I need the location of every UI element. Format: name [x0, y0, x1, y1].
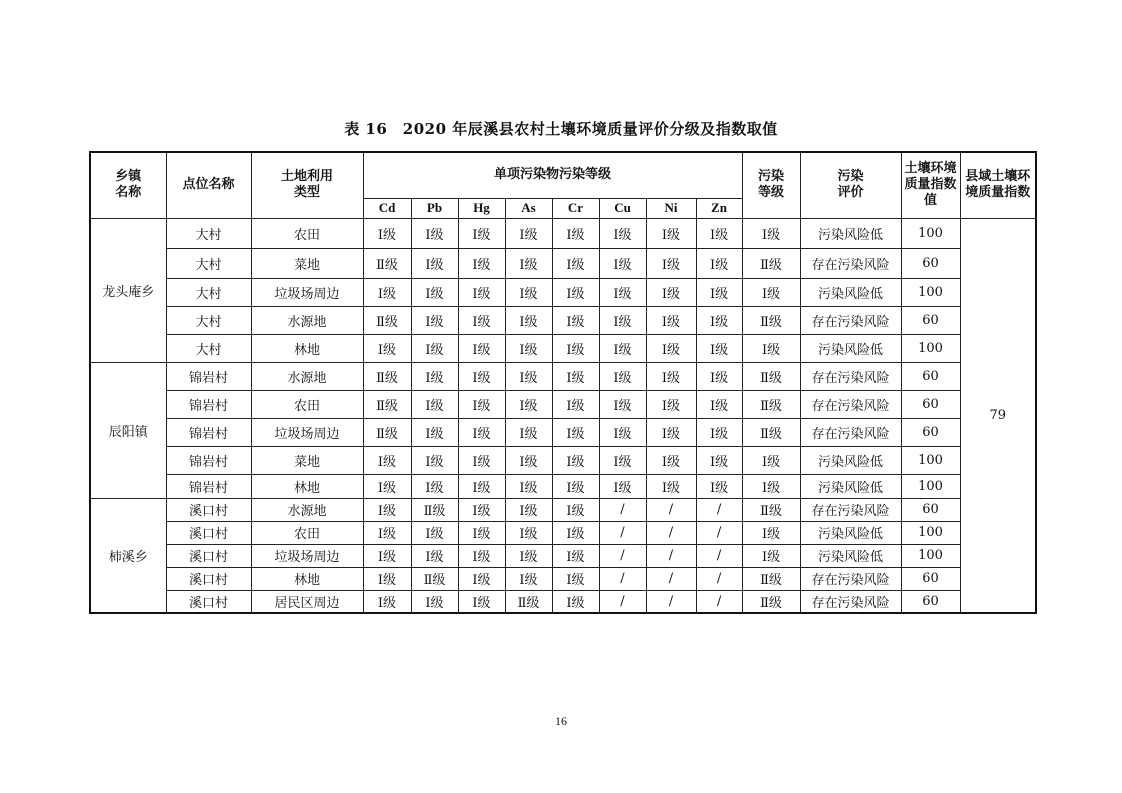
element-grade-cell: Ⅰ级 — [458, 390, 505, 418]
header-index: 土壤环境质量指数值 — [901, 152, 960, 218]
element-grade-cell: Ⅰ级 — [599, 218, 646, 248]
element-grade-cell: Ⅰ级 — [505, 446, 552, 474]
element-grade-cell: Ⅰ级 — [458, 521, 505, 544]
site-cell: 锦岩村 — [166, 474, 251, 498]
element-grade-cell: Ⅰ级 — [646, 278, 696, 306]
site-cell: 锦岩村 — [166, 362, 251, 390]
element-grade-cell: Ⅰ级 — [552, 474, 599, 498]
element-grade-cell: Ⅰ级 — [505, 362, 552, 390]
grade-cell: Ⅱ级 — [742, 306, 800, 334]
header-element: Hg — [458, 198, 505, 218]
eval-cell: 污染风险低 — [800, 474, 901, 498]
element-grade-cell: Ⅰ级 — [363, 334, 411, 362]
table-row — [90, 567, 1036, 590]
element-grade-cell: / — [696, 498, 742, 521]
table-row — [90, 278, 1036, 306]
landuse-cell: 水源地 — [251, 306, 363, 334]
element-grade-cell: / — [599, 498, 646, 521]
element-grade-cell: / — [646, 590, 696, 613]
element-grade-cell: Ⅰ级 — [411, 418, 458, 446]
element-grade-cell: Ⅰ级 — [696, 218, 742, 248]
index-cell: 60 — [901, 362, 960, 390]
index-cell: 100 — [901, 521, 960, 544]
index-cell: 100 — [901, 278, 960, 306]
element-grade-cell: Ⅱ级 — [363, 362, 411, 390]
element-grade-cell: Ⅰ级 — [411, 544, 458, 567]
landuse-cell: 垃圾场周边 — [251, 544, 363, 567]
index-cell: 60 — [901, 567, 960, 590]
element-grade-cell: / — [646, 521, 696, 544]
site-cell: 大村 — [166, 248, 251, 278]
landuse-cell: 林地 — [251, 334, 363, 362]
header-element: Cr — [552, 198, 599, 218]
eval-cell: 污染风险低 — [800, 446, 901, 474]
landuse-cell: 农田 — [251, 218, 363, 248]
element-grade-cell: Ⅰ级 — [458, 362, 505, 390]
landuse-cell: 水源地 — [251, 498, 363, 521]
element-grade-cell: Ⅰ级 — [458, 278, 505, 306]
landuse-cell: 居民区周边 — [251, 590, 363, 613]
landuse-cell: 垃圾场周边 — [251, 418, 363, 446]
element-grade-cell: Ⅰ级 — [505, 418, 552, 446]
element-grade-cell: Ⅰ级 — [646, 446, 696, 474]
site-cell: 锦岩村 — [166, 446, 251, 474]
grade-cell: Ⅱ级 — [742, 390, 800, 418]
element-grade-cell: Ⅰ级 — [458, 590, 505, 613]
element-grade-cell: / — [599, 544, 646, 567]
element-grade-cell: Ⅰ级 — [696, 418, 742, 446]
element-grade-cell: Ⅰ级 — [458, 446, 505, 474]
element-grade-cell: Ⅰ级 — [505, 278, 552, 306]
element-grade-cell: Ⅰ级 — [552, 544, 599, 567]
eval-cell: 污染风险低 — [800, 334, 901, 362]
site-cell: 溪口村 — [166, 521, 251, 544]
table-row — [90, 248, 1036, 278]
element-grade-cell: Ⅰ级 — [696, 446, 742, 474]
element-grade-cell: Ⅰ级 — [646, 334, 696, 362]
element-grade-cell: Ⅰ级 — [458, 248, 505, 278]
element-grade-cell: / — [646, 567, 696, 590]
index-cell: 100 — [901, 218, 960, 248]
element-grade-cell: / — [696, 521, 742, 544]
element-grade-cell: Ⅰ级 — [552, 362, 599, 390]
index-cell: 60 — [901, 590, 960, 613]
element-grade-cell: Ⅰ级 — [552, 334, 599, 362]
element-grade-cell: Ⅰ级 — [411, 446, 458, 474]
element-grade-cell: Ⅰ级 — [599, 248, 646, 278]
header-element: Cu — [599, 198, 646, 218]
element-grade-cell: Ⅰ级 — [458, 218, 505, 248]
element-grade-cell: Ⅰ级 — [646, 218, 696, 248]
element-grade-cell: / — [696, 544, 742, 567]
element-grade-cell: Ⅰ级 — [552, 278, 599, 306]
element-grade-cell: Ⅰ级 — [363, 218, 411, 248]
element-grade-cell: Ⅰ级 — [505, 474, 552, 498]
eval-cell: 污染风险低 — [800, 544, 901, 567]
landuse-cell: 林地 — [251, 474, 363, 498]
site-cell: 溪口村 — [166, 590, 251, 613]
element-grade-cell: Ⅰ级 — [458, 418, 505, 446]
element-grade-cell: Ⅰ级 — [696, 362, 742, 390]
element-grade-cell: Ⅰ级 — [411, 590, 458, 613]
site-cell: 溪口村 — [166, 544, 251, 567]
element-grade-cell: Ⅰ级 — [646, 390, 696, 418]
header-single-pollutant: 单项污染物污染等级 — [363, 152, 742, 198]
element-grade-cell: Ⅰ级 — [599, 446, 646, 474]
element-grade-cell: / — [696, 590, 742, 613]
element-grade-cell: Ⅰ级 — [646, 306, 696, 334]
element-grade-cell: Ⅰ级 — [411, 390, 458, 418]
element-grade-cell: Ⅰ级 — [411, 218, 458, 248]
element-grade-cell: Ⅰ级 — [411, 362, 458, 390]
header-eval: 污染评价 — [800, 152, 901, 218]
element-grade-cell: Ⅰ级 — [411, 306, 458, 334]
eval-cell: 存在污染风险 — [800, 362, 901, 390]
element-grade-cell: Ⅰ级 — [458, 306, 505, 334]
element-grade-cell: Ⅱ级 — [411, 498, 458, 521]
element-grade-cell: Ⅱ级 — [363, 306, 411, 334]
header-grade: 污染等级 — [742, 152, 800, 218]
grade-cell: Ⅰ级 — [742, 334, 800, 362]
grade-cell: Ⅰ级 — [742, 446, 800, 474]
element-grade-cell: Ⅰ级 — [411, 474, 458, 498]
index-cell: 60 — [901, 498, 960, 521]
element-grade-cell: Ⅰ级 — [458, 474, 505, 498]
eval-cell: 污染风险低 — [800, 521, 901, 544]
eval-cell: 污染风险低 — [800, 218, 901, 248]
element-grade-cell: / — [599, 521, 646, 544]
eval-cell: 存在污染风险 — [800, 498, 901, 521]
element-grade-cell: Ⅰ级 — [458, 334, 505, 362]
site-cell: 大村 — [166, 334, 251, 362]
element-grade-cell: Ⅰ级 — [363, 474, 411, 498]
table-row — [90, 521, 1036, 544]
index-cell: 60 — [901, 248, 960, 278]
element-grade-cell: Ⅰ级 — [599, 474, 646, 498]
element-grade-cell: Ⅰ级 — [599, 362, 646, 390]
page-number: 16 — [555, 714, 567, 728]
element-grade-cell: Ⅰ级 — [458, 567, 505, 590]
eval-cell: 污染风险低 — [800, 278, 901, 306]
element-grade-cell: / — [646, 498, 696, 521]
element-grade-cell: Ⅰ级 — [552, 418, 599, 446]
index-cell: 60 — [901, 306, 960, 334]
element-grade-cell: Ⅰ级 — [696, 474, 742, 498]
element-grade-cell: Ⅰ级 — [505, 544, 552, 567]
header-element: Cd — [363, 198, 411, 218]
element-grade-cell: / — [599, 567, 646, 590]
landuse-cell: 农田 — [251, 390, 363, 418]
header-landuse: 土地利用类型 — [251, 152, 363, 218]
element-grade-cell: Ⅰ级 — [552, 248, 599, 278]
header-element: Ni — [646, 198, 696, 218]
element-grade-cell: Ⅰ级 — [363, 544, 411, 567]
element-grade-cell: Ⅰ级 — [599, 306, 646, 334]
element-grade-cell: Ⅱ级 — [411, 567, 458, 590]
element-grade-cell: Ⅱ级 — [505, 590, 552, 613]
landuse-cell: 菜地 — [251, 248, 363, 278]
element-grade-cell: Ⅰ级 — [599, 278, 646, 306]
grade-cell: Ⅱ级 — [742, 498, 800, 521]
eval-cell: 存在污染风险 — [800, 418, 901, 446]
eval-cell: 存在污染风险 — [800, 590, 901, 613]
table-row — [90, 306, 1036, 334]
grade-cell: Ⅰ级 — [742, 544, 800, 567]
element-grade-cell: Ⅰ级 — [646, 248, 696, 278]
element-grade-cell: Ⅰ级 — [552, 590, 599, 613]
element-grade-cell: Ⅰ级 — [411, 278, 458, 306]
landuse-cell: 水源地 — [251, 362, 363, 390]
header-site: 点位名称 — [166, 152, 251, 218]
table-row — [90, 218, 1036, 248]
table-row — [90, 390, 1036, 418]
element-grade-cell: Ⅰ级 — [696, 278, 742, 306]
town-cell: 龙头庵乡 — [90, 218, 166, 362]
element-grade-cell: / — [646, 544, 696, 567]
table-row — [90, 544, 1036, 567]
site-cell: 锦岩村 — [166, 418, 251, 446]
grade-cell: Ⅰ级 — [742, 278, 800, 306]
index-cell: 100 — [901, 334, 960, 362]
element-grade-cell: Ⅰ级 — [458, 544, 505, 567]
element-grade-cell: Ⅰ级 — [505, 521, 552, 544]
grade-cell: Ⅰ级 — [742, 521, 800, 544]
element-grade-cell: Ⅰ级 — [363, 498, 411, 521]
landuse-cell: 农田 — [251, 521, 363, 544]
element-grade-cell: Ⅰ级 — [363, 446, 411, 474]
header-county-index: 县域土壤环境质量指数 — [960, 152, 1036, 218]
eval-cell: 存在污染风险 — [800, 567, 901, 590]
site-cell: 大村 — [166, 218, 251, 248]
element-grade-cell: Ⅰ级 — [599, 390, 646, 418]
element-grade-cell: / — [696, 567, 742, 590]
eval-cell: 存在污染风险 — [800, 390, 901, 418]
landuse-cell: 菜地 — [251, 446, 363, 474]
element-grade-cell: Ⅰ级 — [696, 390, 742, 418]
grade-cell: Ⅰ级 — [742, 474, 800, 498]
element-grade-cell: Ⅰ级 — [646, 362, 696, 390]
element-grade-cell: Ⅰ级 — [599, 418, 646, 446]
element-grade-cell: Ⅰ级 — [599, 334, 646, 362]
table-row — [90, 334, 1036, 362]
element-grade-cell: Ⅱ级 — [363, 390, 411, 418]
landuse-cell: 垃圾场周边 — [251, 278, 363, 306]
header-element: Zn — [696, 198, 742, 218]
eval-cell: 存在污染风险 — [800, 306, 901, 334]
table-row — [90, 590, 1036, 613]
site-cell: 溪口村 — [166, 498, 251, 521]
index-cell: 100 — [901, 544, 960, 567]
element-grade-cell: Ⅰ级 — [505, 218, 552, 248]
element-grade-cell: Ⅰ级 — [552, 306, 599, 334]
element-grade-cell: Ⅰ级 — [646, 474, 696, 498]
element-grade-cell: Ⅰ级 — [552, 521, 599, 544]
element-grade-cell: Ⅰ级 — [552, 498, 599, 521]
grade-cell: Ⅱ级 — [742, 248, 800, 278]
index-cell: 60 — [901, 390, 960, 418]
element-grade-cell: Ⅰ级 — [696, 306, 742, 334]
index-cell: 100 — [901, 474, 960, 498]
element-grade-cell: Ⅰ级 — [505, 248, 552, 278]
eval-cell: 存在污染风险 — [800, 248, 901, 278]
table-row — [90, 446, 1036, 474]
element-grade-cell: Ⅰ级 — [411, 248, 458, 278]
element-grade-cell: Ⅰ级 — [696, 248, 742, 278]
grade-cell: Ⅰ级 — [742, 218, 800, 248]
element-grade-cell: Ⅰ级 — [505, 567, 552, 590]
header-element: Pb — [411, 198, 458, 218]
table-title: 表 16 2020 年辰溪县农村土壤环境质量评价分级及指数取值 — [344, 120, 778, 138]
header-element: As — [505, 198, 552, 218]
element-grade-cell: Ⅰ级 — [363, 521, 411, 544]
element-grade-cell: Ⅰ级 — [411, 334, 458, 362]
element-grade-cell: Ⅰ级 — [552, 446, 599, 474]
table-row — [90, 418, 1036, 446]
element-grade-cell: / — [599, 590, 646, 613]
index-cell: 100 — [901, 446, 960, 474]
element-grade-cell: Ⅰ级 — [646, 418, 696, 446]
element-grade-cell: Ⅰ级 — [505, 390, 552, 418]
site-cell: 溪口村 — [166, 567, 251, 590]
header-town: 乡镇名称 — [90, 152, 166, 218]
element-grade-cell: Ⅱ级 — [363, 418, 411, 446]
element-grade-cell: Ⅰ级 — [552, 218, 599, 248]
site-cell: 锦岩村 — [166, 390, 251, 418]
site-cell: 大村 — [166, 278, 251, 306]
element-grade-cell: Ⅰ级 — [363, 590, 411, 613]
county-index-cell: 79 — [960, 218, 1036, 613]
element-grade-cell: Ⅰ级 — [552, 390, 599, 418]
element-grade-cell: Ⅰ级 — [363, 278, 411, 306]
index-cell: 60 — [901, 418, 960, 446]
grade-cell: Ⅱ级 — [742, 590, 800, 613]
town-cell: 辰阳镇 — [90, 362, 166, 498]
town-cell: 柿溪乡 — [90, 498, 166, 613]
table-row — [90, 474, 1036, 498]
element-grade-cell: Ⅰ级 — [552, 567, 599, 590]
element-grade-cell: Ⅰ级 — [458, 498, 505, 521]
element-grade-cell: Ⅰ级 — [505, 306, 552, 334]
grade-cell: Ⅱ级 — [742, 418, 800, 446]
table-row — [90, 498, 1036, 521]
element-grade-cell: Ⅰ级 — [505, 334, 552, 362]
soil-quality-table — [89, 151, 1037, 614]
element-grade-cell: Ⅱ级 — [363, 248, 411, 278]
grade-cell: Ⅱ级 — [742, 567, 800, 590]
landuse-cell: 林地 — [251, 567, 363, 590]
element-grade-cell: Ⅰ级 — [696, 334, 742, 362]
grade-cell: Ⅱ级 — [742, 362, 800, 390]
site-cell: 大村 — [166, 306, 251, 334]
table-row — [90, 362, 1036, 390]
element-grade-cell: Ⅰ级 — [411, 521, 458, 544]
element-grade-cell: Ⅰ级 — [505, 498, 552, 521]
element-grade-cell: Ⅰ级 — [363, 567, 411, 590]
